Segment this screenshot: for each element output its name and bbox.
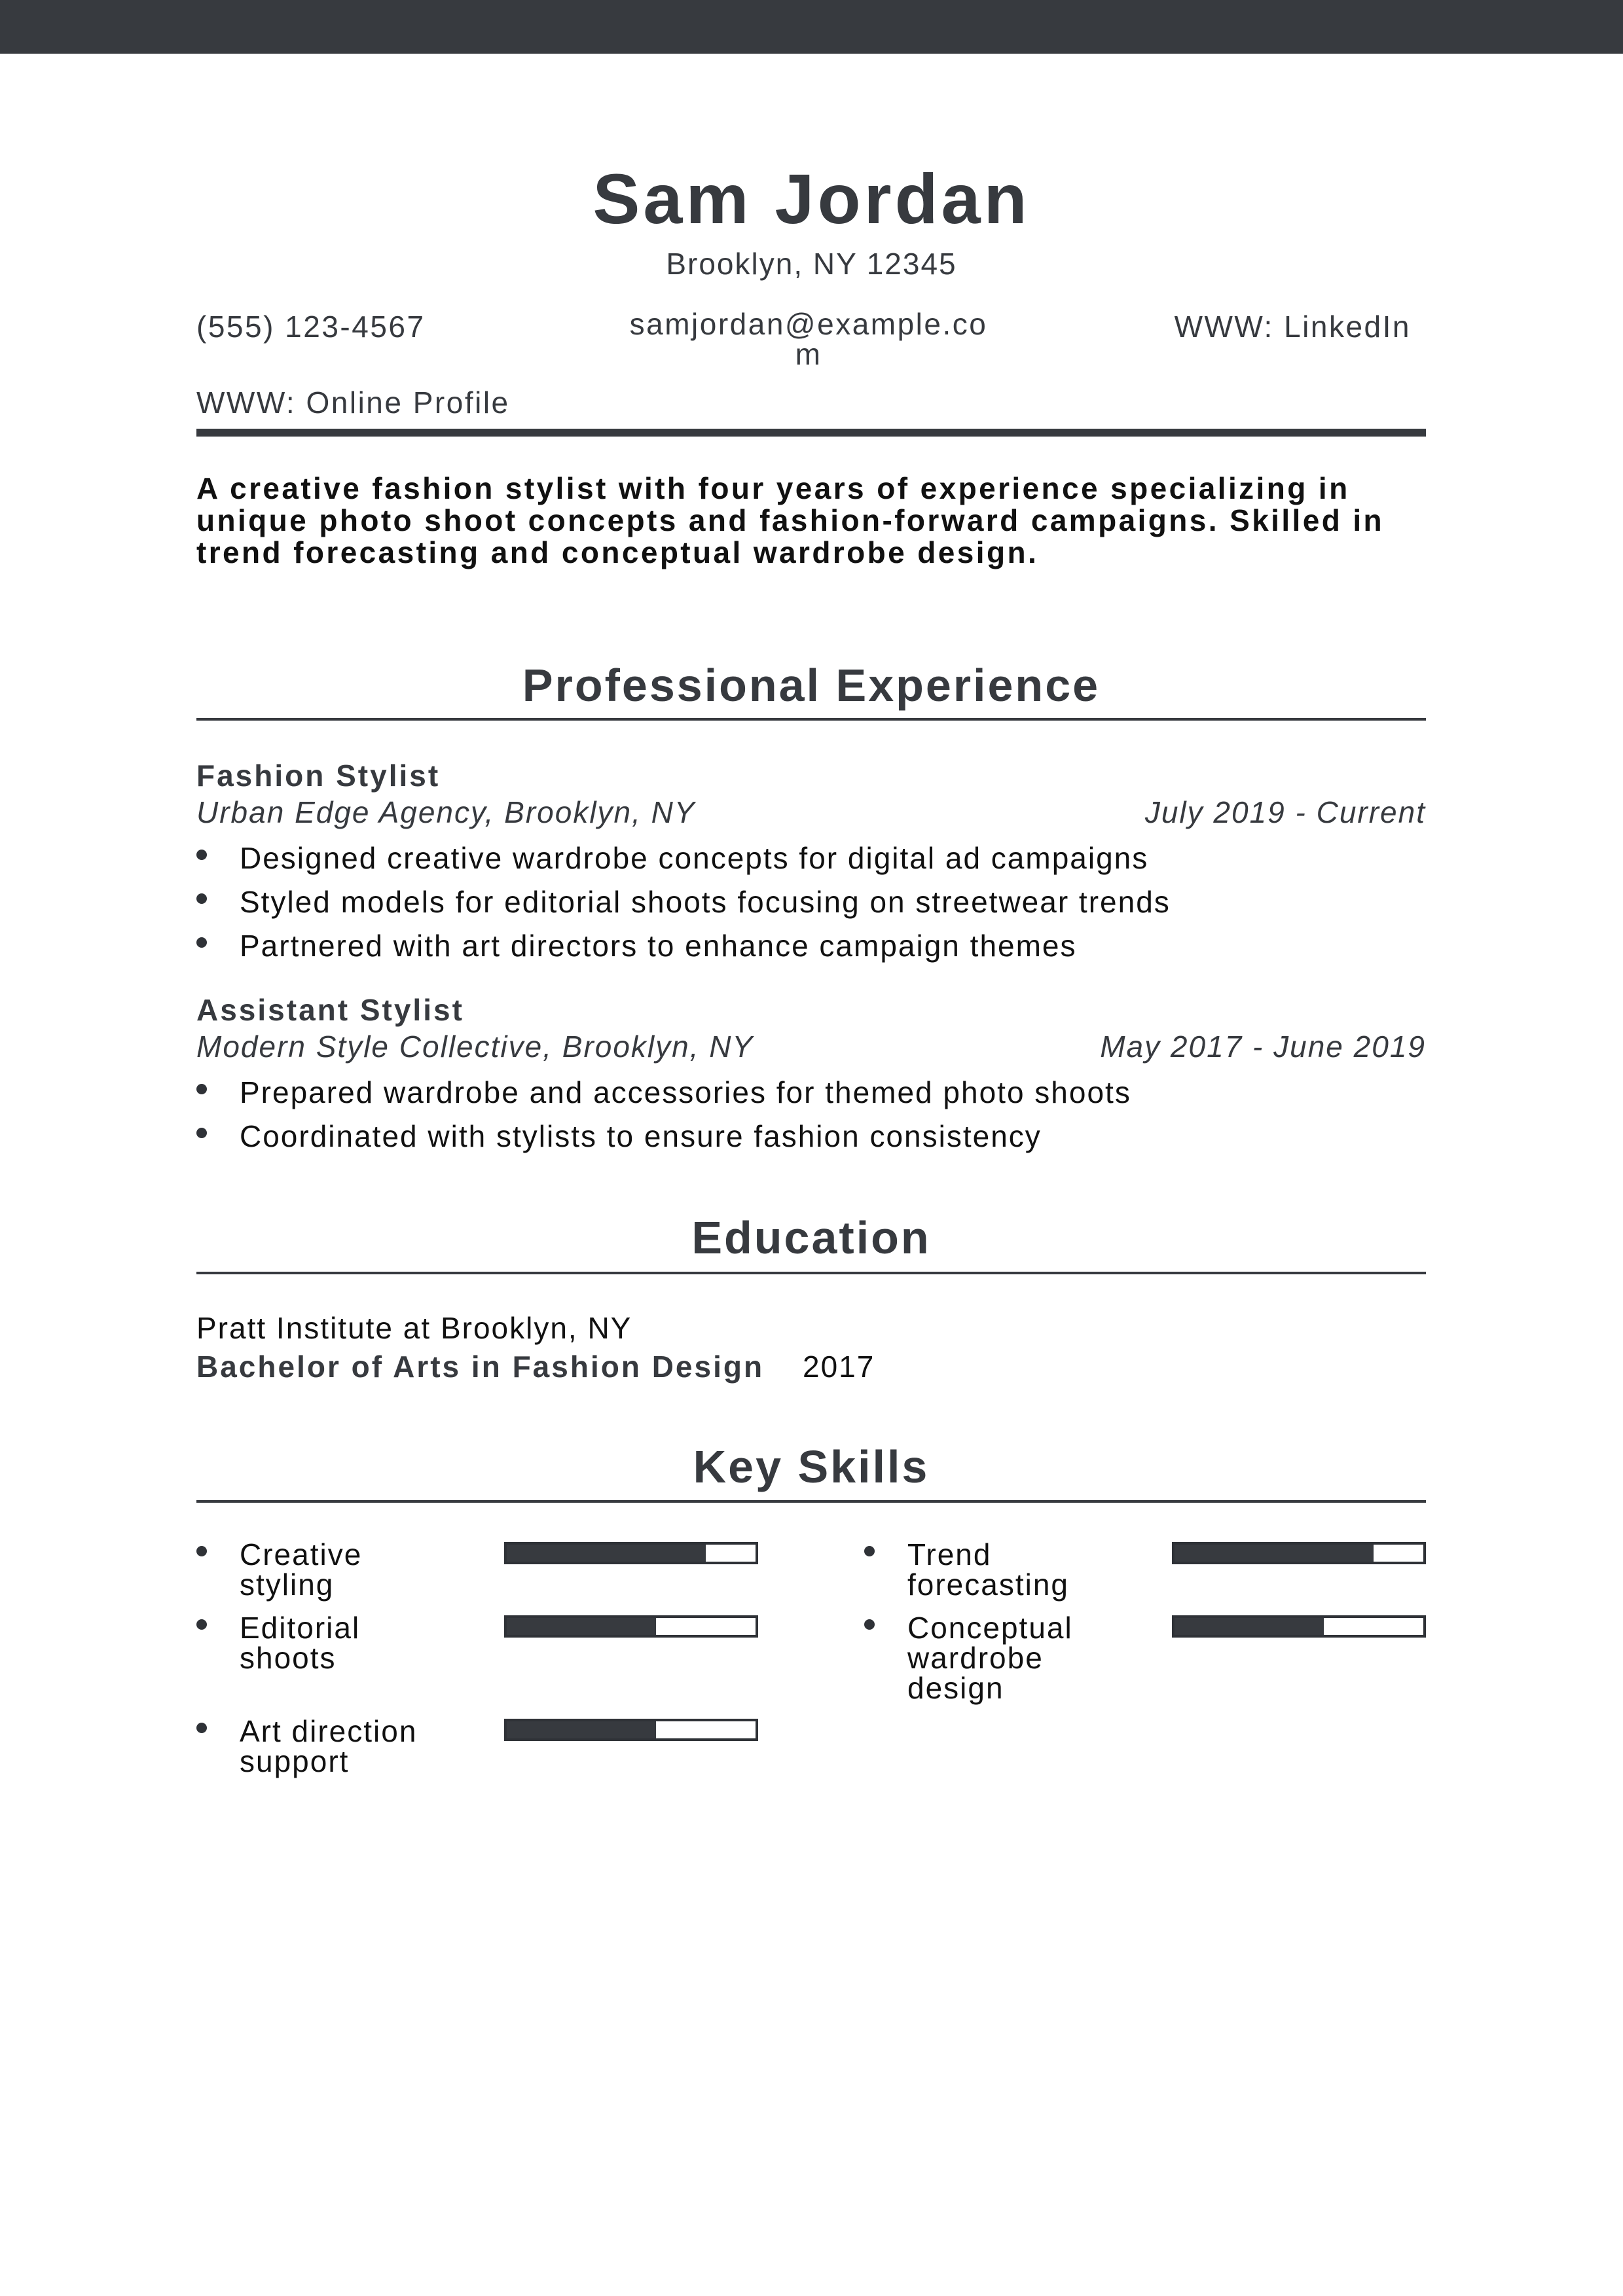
skill-level-fill	[1175, 1545, 1374, 1562]
skill-level-fill	[507, 1545, 706, 1562]
section-divider	[196, 1500, 1426, 1503]
skill-level-fill	[507, 1618, 656, 1635]
bullet-icon	[864, 1619, 875, 1630]
professional-summary: A creative fashion stylist with four years of experience specializing in unique photo shoot concepts and fashion-forward campaigns. Skilled in trend forecasting and conceptual wardrobe design.	[196, 471, 1385, 569]
section-heading-skills: Key Skills	[693, 1441, 930, 1492]
job-title: Assistant Stylist	[196, 993, 464, 1027]
skill-level-bar	[1172, 1615, 1426, 1638]
candidate-name: Sam Jordan	[593, 159, 1030, 238]
job-bullet: Designed creative wardrobe concepts for digital ad campaigns	[240, 841, 1149, 875]
section-divider	[196, 1272, 1426, 1274]
bullet-icon	[196, 1128, 207, 1138]
skill-label: Art direction support	[240, 1714, 418, 1778]
job-company: Urban Edge Agency, Brooklyn, NY	[196, 795, 696, 829]
job-bullet: Styled models for editorial shoots focusing on streetwear trends	[240, 885, 1171, 919]
linkedin-link[interactable]: WWW: LinkedIn	[1174, 310, 1411, 344]
graduation-year: 2017	[803, 1350, 875, 1384]
skill-level-bar	[504, 1719, 758, 1741]
skill-label: Trend forecasting	[907, 1537, 1070, 1602]
top-accent-bar	[0, 0, 1623, 54]
section-divider	[196, 718, 1426, 721]
section-heading-experience: Professional Experience	[522, 660, 1101, 711]
bullet-icon	[196, 893, 207, 904]
address: Brooklyn, NY 12345	[666, 247, 957, 281]
skill-level-bar	[504, 1542, 758, 1564]
job-company: Modern Style Collective, Brooklyn, NY	[196, 1030, 754, 1064]
degree: Bachelor of Arts in Fashion Design	[196, 1350, 765, 1384]
skill-level-bar	[1172, 1542, 1426, 1564]
school-name: Pratt Institute at Brooklyn, NY	[196, 1311, 632, 1345]
bullet-icon	[196, 1084, 207, 1094]
skill-level-bar	[504, 1615, 758, 1638]
job-bullet: Prepared wardrobe and accessories for themed photo shoots	[240, 1075, 1131, 1109]
skill-label: Editorial shoots	[240, 1611, 361, 1675]
skill-level-fill	[507, 1721, 656, 1738]
online-profile-link[interactable]: WWW: Online Profile	[196, 386, 510, 420]
skill-label: Conceptual wardrobe design	[907, 1611, 1073, 1705]
bullet-icon	[196, 937, 207, 948]
phone: (555) 123-4567	[196, 310, 426, 344]
bullet-icon	[196, 1723, 207, 1733]
job-bullet: Partnered with art directors to enhance campaign themes	[240, 929, 1077, 963]
section-heading-education: Education	[691, 1212, 931, 1263]
job-title: Fashion Stylist	[196, 759, 441, 793]
skill-label: Creative styling	[240, 1537, 363, 1602]
job-bullet: Coordinated with stylists to ensure fashion consistency	[240, 1119, 1042, 1153]
bullet-icon	[196, 1619, 207, 1630]
bullet-icon	[196, 850, 207, 860]
email-link[interactable]: samjordan@example.com	[629, 307, 988, 371]
job-dates: May 2017 - June 2019	[1100, 1030, 1426, 1064]
skill-level-fill	[1175, 1618, 1324, 1635]
bullet-icon	[196, 1546, 207, 1556]
bullet-icon	[864, 1546, 875, 1556]
job-dates: July 2019 - Current	[1144, 795, 1426, 829]
header-divider	[196, 429, 1426, 437]
